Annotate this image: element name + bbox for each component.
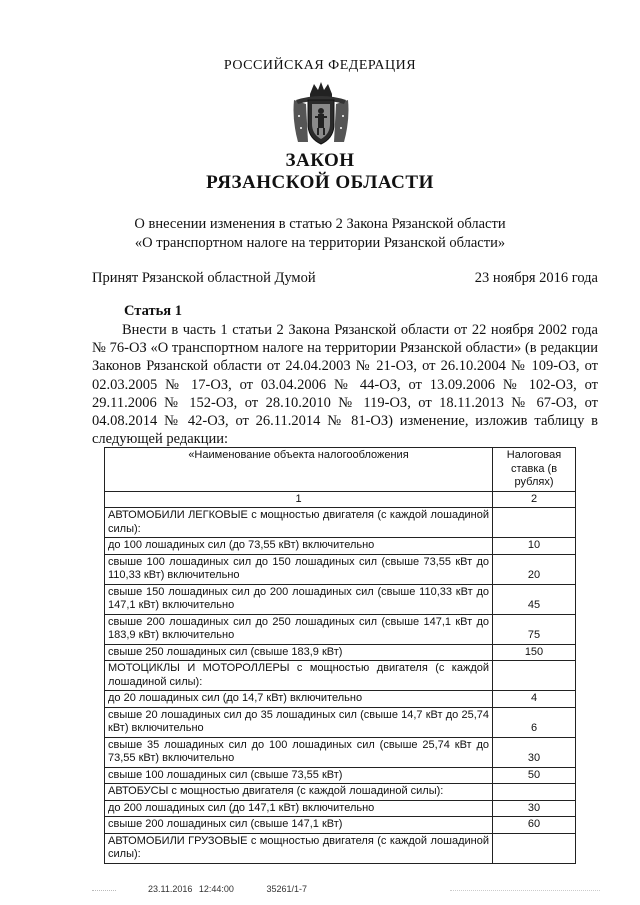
- table-row: [105, 614, 576, 644]
- tax-rate: 4: [493, 691, 576, 708]
- tax-rate: 10: [493, 538, 576, 555]
- tax-rate: 30: [493, 737, 576, 767]
- tax-rate: 50: [493, 767, 576, 784]
- table-row: [105, 554, 576, 584]
- column-number-1: 1: [105, 491, 493, 508]
- tax-rate: 150: [493, 644, 576, 661]
- tax-rate: 6: [493, 707, 576, 737]
- table-row: [105, 661, 576, 691]
- adoption-line: [92, 270, 598, 287]
- scan-mark-right: [450, 882, 600, 891]
- table-row: [105, 707, 576, 737]
- law-title-line2: РЯЗАНСКОЙ ОБЛАСТИ: [206, 172, 434, 193]
- tax-rate: 20: [493, 554, 576, 584]
- object-name: до 20 лошадиных сил (до 14,7 кВт) включительно: [105, 691, 493, 708]
- object-name: до 200 лошадиных сил (до 147,1 кВт) включительно: [105, 800, 493, 817]
- tax-rate: [493, 833, 576, 863]
- object-name: свыше 35 лошадиных сил до 100 лошадиных сил (свыше 25,74 кВт до 73,55 кВт) включительно: [105, 737, 493, 767]
- article-text: Внести в часть 1 статьи 2 Закона Рязанской области от 22 ноября 2002 года № 76-ОЗ «О транспортном налоге на территории Рязанской области» (в редакции Законов Рязанской области от 24.04.2003 № 21-ОЗ, от 26.10.2004 № 109-ОЗ, от 02.03.2005 № 17-ОЗ, от 03.04.2006 № 44-ОЗ, от 13.09.2006 № 102-ОЗ, от 29.11.2006 № 152-ОЗ, от 28.10.2010 № 119-ОЗ, от 18.11.2013 № 67-ОЗ, от 04.08.2014 № 42-ОЗ, от 26.11.2014 № 81-ОЗ) изменение, изложив таблицу в следующей редакции:: [92, 322, 598, 448]
- tax-rate: [493, 508, 576, 538]
- column-header-rate: Налоговая ставка (в рублях): [493, 448, 576, 492]
- object-name: свыше 200 лошадиных сил (свыше 147,1 кВт): [105, 817, 493, 834]
- coat-of-arms-icon: [288, 80, 354, 148]
- table-header-row: [105, 448, 576, 492]
- object-name: свыше 20 лошадиных сил до 35 лошадиных сил (свыше 14,7 кВт до 25,74 кВт) включительно: [105, 707, 493, 737]
- object-name: АВТОМОБИЛИ ГРУЗОВЫЕ с мощностью двигателя (с каждой лошадиной силы):: [105, 833, 493, 863]
- object-name: свыше 200 лошадиных сил до 250 лошадиных сил (свыше 147,1 кВт до 183,9 кВт) включительно: [105, 614, 493, 644]
- table-row: [105, 508, 576, 538]
- adopted-date: 23 ноября 2016 года: [474, 270, 598, 286]
- document-footer: [148, 884, 307, 894]
- object-name: АВТОБУСЫ с мощностью двигателя (с каждой лошадиной силы):: [105, 784, 493, 801]
- object-name: МОТОЦИКЛЫ И МОТОРОЛЛЕРЫ с мощностью двигателя (с каждой лошадиной силы):: [105, 661, 493, 691]
- object-name: АВТОМОБИЛИ ЛЕГКОВЫЕ с мощностью двигателя (с каждой лошадиной силы):: [105, 508, 493, 538]
- object-name: до 100 лошадиных сил (до 73,55 кВт) включительно: [105, 538, 493, 555]
- subtitle-line1: О внесении изменения в статью 2 Закона Рязанской области: [134, 216, 506, 232]
- table-row: [105, 784, 576, 801]
- tax-rate: 60: [493, 817, 576, 834]
- table-row: [105, 833, 576, 863]
- subtitle-line2: «О транспортном налоге на территории Рязанской области»: [134, 235, 506, 251]
- column-header-name: «Наименование объекта налогообложения: [105, 448, 493, 492]
- object-name: свыше 150 лошадиных сил до 200 лошадиных сил (свыше 110,33 кВт до 147,1 кВт) включительно: [105, 584, 493, 614]
- law-title-line1: ЗАКОН: [285, 150, 355, 171]
- object-name: свыше 100 лошадиных сил (свыше 73,55 кВт): [105, 767, 493, 784]
- table-row: [105, 817, 576, 834]
- adopted-by: Принят Рязанской областной Думой: [92, 270, 316, 286]
- tax-rate: [493, 784, 576, 801]
- scan-mark-left: [92, 882, 116, 891]
- table-row: [105, 767, 576, 784]
- table-row: [105, 644, 576, 661]
- tax-rate: [493, 661, 576, 691]
- table-row: [105, 584, 576, 614]
- tax-rate-table: [104, 447, 576, 864]
- table-row: [105, 691, 576, 708]
- column-number-2: 2: [493, 491, 576, 508]
- table-row: [105, 737, 576, 767]
- tax-rate: 30: [493, 800, 576, 817]
- object-name: свыше 100 лошадиных сил до 150 лошадиных сил (свыше 73,55 кВт до 110,33 кВт) включительно: [105, 554, 493, 584]
- tax-rate: 45: [493, 584, 576, 614]
- article-title: Статья 1: [124, 303, 182, 319]
- table-column-numbers: [105, 491, 576, 508]
- country-header: РОССИЙСКАЯ ФЕДЕРАЦИЯ: [223, 58, 417, 73]
- footer-reg-number: 35261/1-7: [266, 884, 307, 894]
- footer-timestamp: 23.11.2016 12:44:00: [148, 884, 234, 894]
- tax-rate: 75: [493, 614, 576, 644]
- object-name: свыше 250 лошадиных сил (свыше 183,9 кВт): [105, 644, 493, 661]
- table-row: [105, 800, 576, 817]
- table-row: [105, 538, 576, 555]
